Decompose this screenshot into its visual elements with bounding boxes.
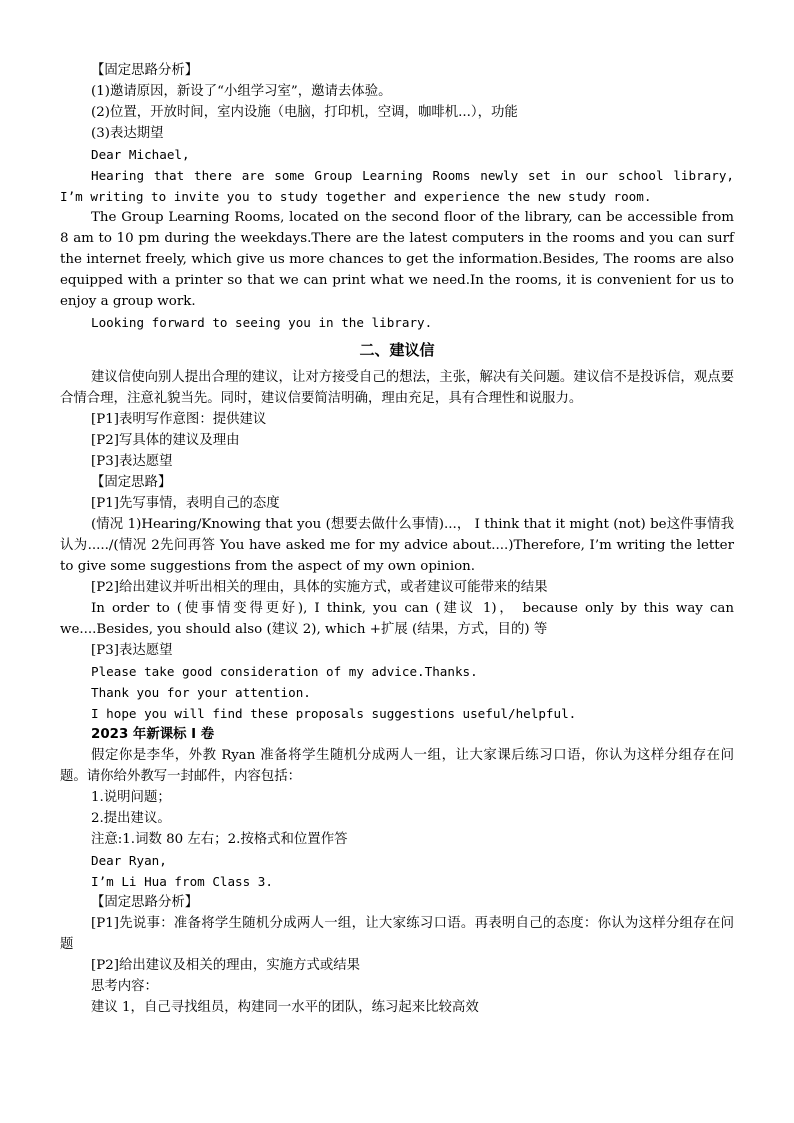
p1-text: (情况 1)Hearing/Knowing that you (想要去做什么事情)...， I think that it might (not) be这件事情我认为...../(情况 2先问再答 You have asked me for my advice about....)Therefore, I’m writing the letter to give some suggestions from the aspect of my own opinion. [60,517,734,574]
letter-closing: Looking forward to seeing you in the library. [91,315,433,330]
think-title: 思考内容： [91,979,158,994]
p3-line-1: Please take good consideration of my advice.Thanks. [91,664,478,679]
p2-text: In order to (使事情变得更好), I think, you can (建议 1)， because only by this way can we....Besides, you should also (建议 2), which +扩展 (结果，方式，目的) 等 [60,601,734,637]
exam-analysis-title: 【固定思路分析】 [91,895,199,910]
exam-note: 注意:1.词数 80 左右；2.按格式和位置作答 [91,832,348,847]
exam-p1: [P1]先说事：准备将学生随机分成两人一组，让大家练习口语。再表明自己的态度：你认为这样分组存在问题 [60,916,734,952]
analysis-title: 【固定思路分析】 [91,63,199,78]
section-heading: 二、建议信 [359,341,435,359]
exam-prompt: 假定你是李华，外教 Ryan 准备将学生随机分成两人一组，让大家课后练习口语，你认为这样分组存在问题。请你给外教写一封邮件，内容包括： [60,748,734,784]
letter-paragraph-2: The Group Learning Rooms, located on the second floor of the library, can be accessible from 8 am to 10 pm during the weekdays.There are the latest computers in the rooms and you can surf the internet freely, which give us more chances to get the information.Besides, The rooms are also equipped with a printer so that we can print what we need.In the rooms, it is convenient for us to enjoy a group work. [60,210,734,309]
p2-title: [P2]给出建议并听出相关的理由，具体的实施方式，或者建议可能带来的结果 [91,580,548,595]
exam-title: 2023 年新课标 I 卷 [91,727,215,742]
exam-salutation: Dear Ryan, [91,853,167,868]
suggestion-1: 建议 1，自己寻找组员，构建同一水平的团队，练习起来比较高效 [91,1000,479,1015]
point-1: (1)邀请原因，新设了“小组学习室”，邀请去体验。 [91,84,392,99]
p3-line-2: Thank you for your attention. [91,685,311,700]
p1-title: [P1]先写事情，表明自己的态度 [91,496,280,511]
p-item-1: [P1]表明写作意图：提供建议 [91,412,267,427]
p3-line-3: I hope you will find these proposals suggestions useful/helpful. [91,706,577,721]
p-item-2: [P2]写具体的建议及理由 [91,433,240,448]
section-intro: 建议信使向别人提出合理的建议，让对方接受自己的想法，主张，解决有关问题。建议信不是投诉信，观点要合情合理，注意礼貌当先。同时，建议信要简洁明确，理由充足，具有合理性和说服力。 [60,370,734,406]
fixed-title: 【固定思路】 [91,475,172,490]
p-item-3: [P3]表达愿望 [91,454,173,469]
p3-title: [P3]表达愿望 [91,643,173,658]
letter-paragraph-1: Hearing that there are some Group Learning Rooms newly set in our school library, I’m writing to invite you to study together and experience the new study room. [60,168,734,204]
document-page [60,60,734,1018]
exam-item-2: 2.提出建议。 [91,811,171,826]
exam-opening: I’m Li Hua from Class 3. [91,874,273,889]
point-3: (3)表达期望 [91,126,164,141]
letter-salutation: Dear Michael, [91,147,190,162]
exam-p2: [P2]给出建议及相关的理由，实施方式或结果 [91,958,361,973]
point-2: (2)位置，开放时间，室内设施（电脑，打印机，空调，咖啡机...），功能 [91,105,518,120]
exam-item-1: 1.说明问题； [91,790,171,805]
